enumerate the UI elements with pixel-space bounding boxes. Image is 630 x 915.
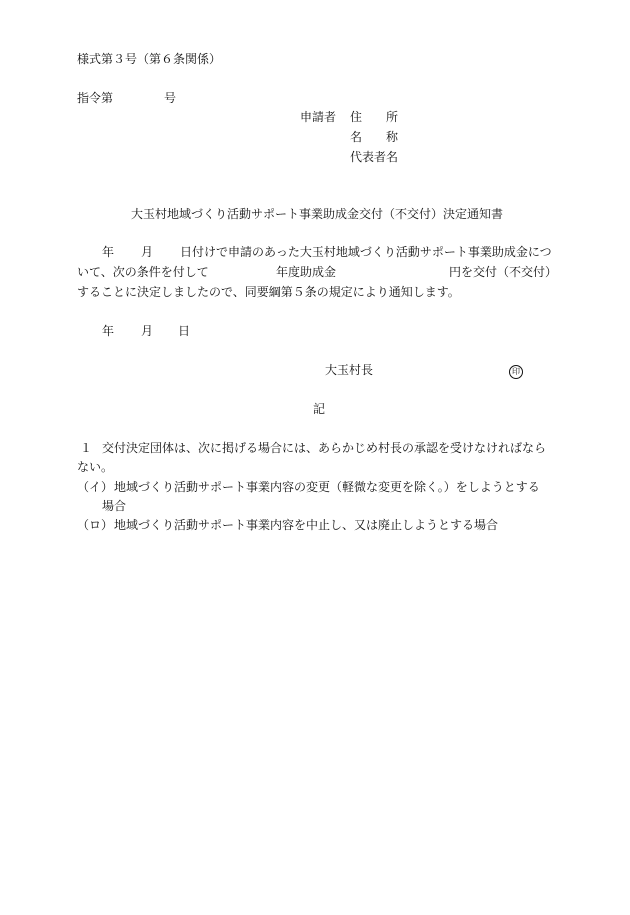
date-year: 年	[102, 324, 115, 338]
condition-1-line2: ない。	[77, 460, 114, 474]
condition-ro-mark: （ロ）	[77, 518, 114, 532]
body-year: 年	[102, 245, 115, 259]
condition-ro-line1: 地域づくり活動サポート事業内容を中止し、又は廃止しようとする場合	[114, 518, 499, 532]
body-line1-text: 日付けで申請のあった大玉村地域づくり活動サポート事業助成金につ	[180, 245, 552, 259]
issuer-name: 大玉村長	[325, 363, 374, 377]
condition-i-line2: 場合	[102, 499, 127, 513]
body-line2-b: 年度助成金	[276, 265, 337, 279]
condition-i-mark: （イ）	[77, 480, 114, 494]
applicant-name-label: 名 称	[350, 130, 399, 144]
form-number: 様式第３号（第６条関係）	[77, 52, 222, 66]
seal-mark: 印	[509, 365, 523, 379]
applicant-label: 申請者	[300, 110, 337, 124]
record-heading: 記	[313, 402, 326, 416]
condition-1-line1: 交付決定団体は、次に掲げる場合には、あらかじめ村長の承認を受けなければなら	[102, 441, 547, 455]
body-month: 月	[141, 245, 154, 259]
body-line3: することに決定しましたので、同要綱第５条の規定により通知します。	[77, 285, 460, 299]
document-title: 大玉村地域づくり活動サポート事業助成金交付（不交付）決定通知書	[131, 207, 504, 221]
condition-1-number: １	[80, 441, 93, 455]
directive-label: 指令第	[77, 91, 114, 105]
date-day: 日	[178, 324, 191, 338]
applicant-address-label: 住 所	[350, 110, 399, 124]
body-line2-c: 円を交付（不交付）	[449, 265, 558, 279]
applicant-representative-label: 代表者名	[350, 150, 399, 164]
date-month: 月	[141, 324, 154, 338]
directive-suffix: 号	[164, 91, 177, 105]
body-line2-a: いて、次の条件を付して	[77, 265, 209, 279]
condition-i-line1: 地域づくり活動サポート事業内容の変更（軽微な変更を除く。）をしようとする	[114, 480, 540, 494]
